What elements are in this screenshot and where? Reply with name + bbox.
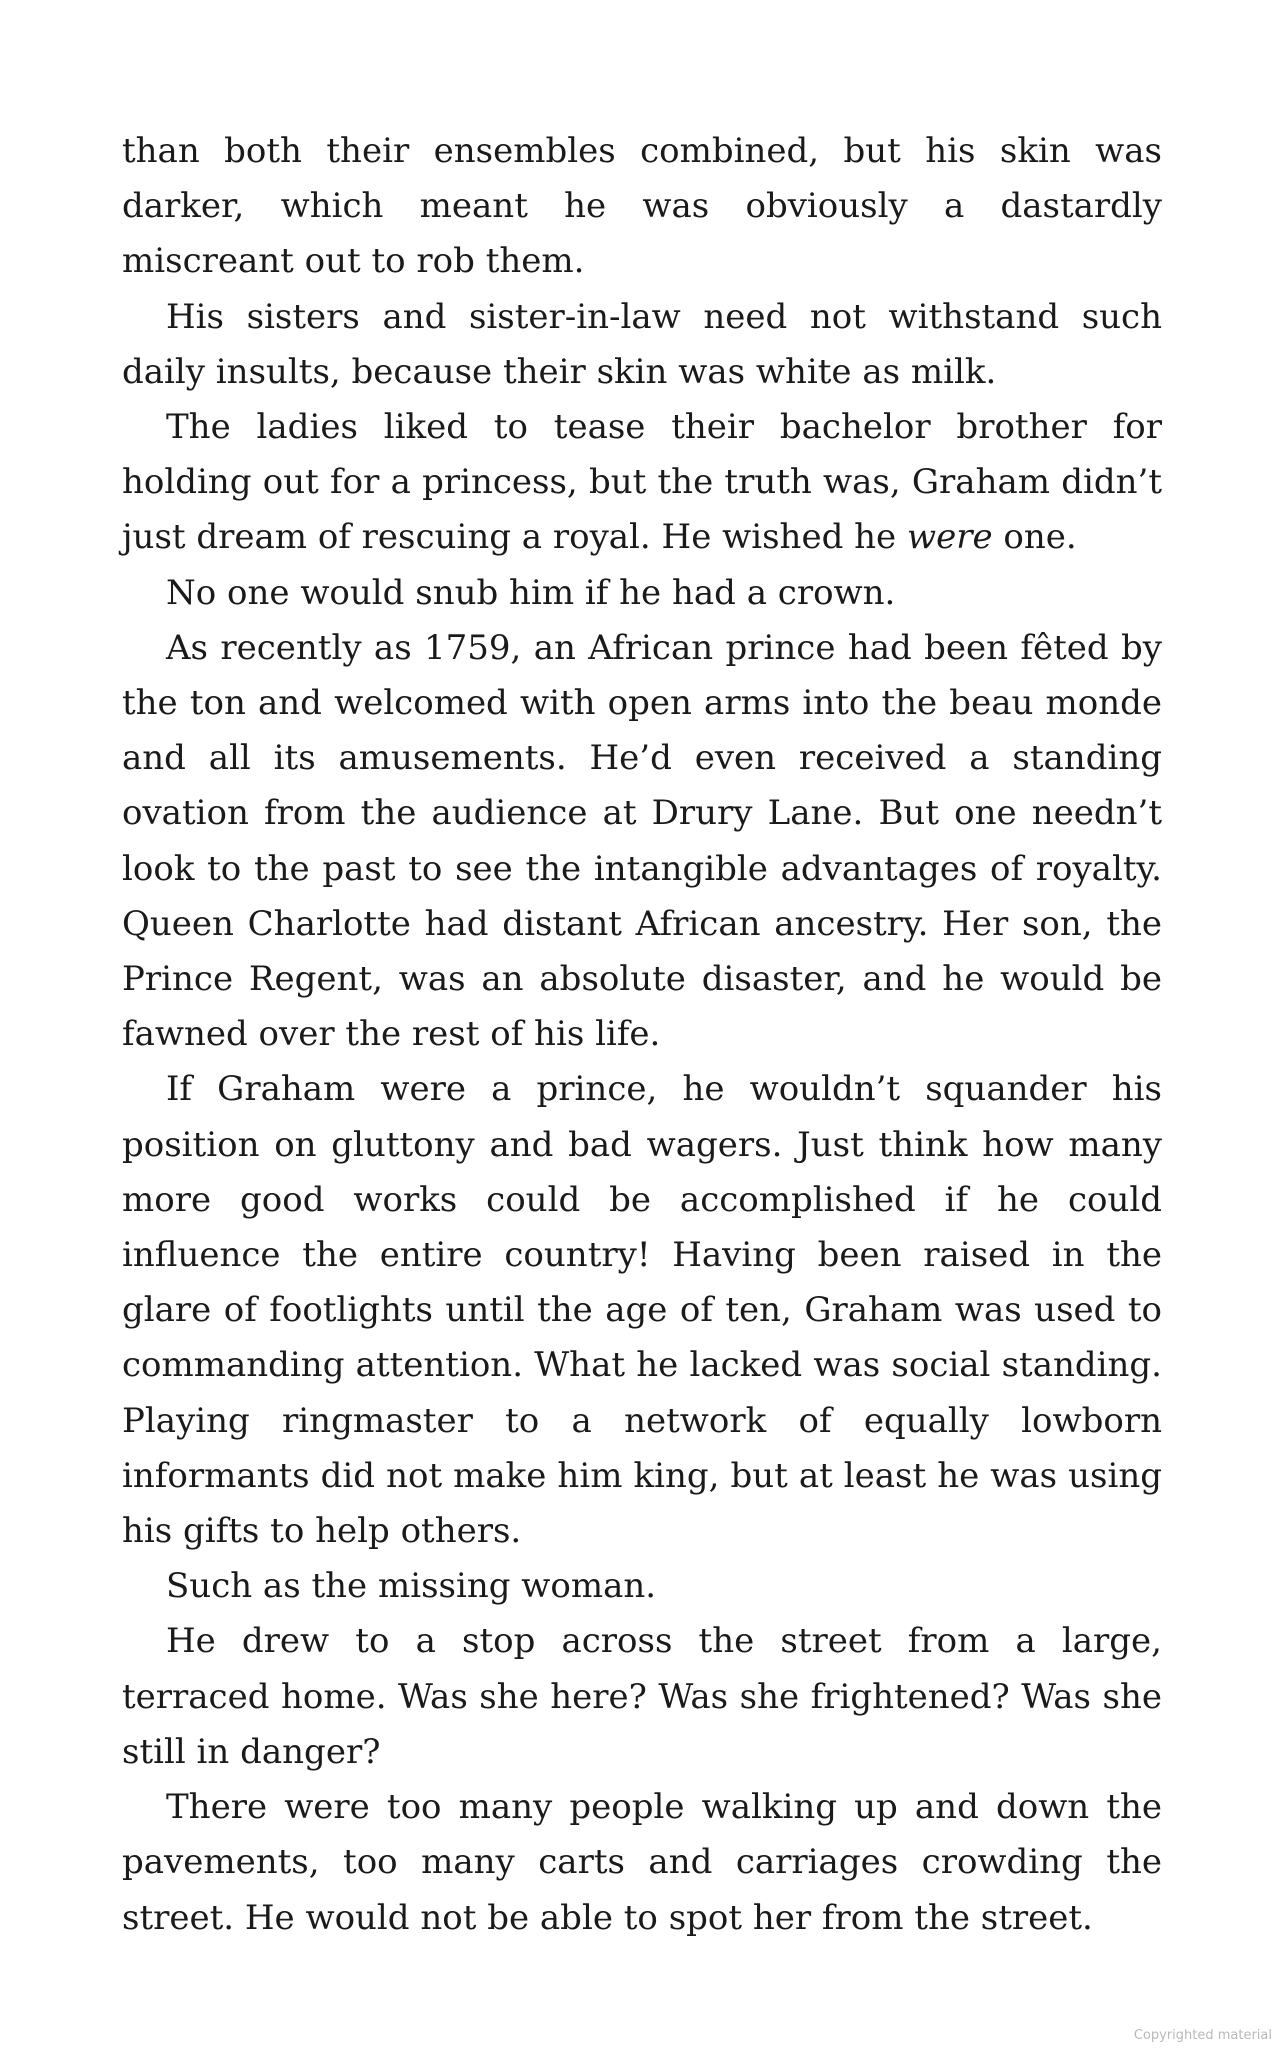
paragraph-7: Such as the missing woman. — [166, 1566, 657, 1607]
paragraph-3 — [122, 400, 1162, 566]
paragraph-5: As recently as 1759, an African prince had been fêted by the ton and welcomed with open arms into the beau monde and all its amusements. He’d even received a standing ovation from the audience at Drury Lane. But one needn’t look to the past to see the intangible advantages of royalty. Queen Charlotte had distant African ancestry. Her son, the Prince Regent, was an absolute disaster, and he would be fawned over the rest of his life. — [122, 627, 1162, 1055]
paragraph-1: than both their ensembles combined, but his skin was darker, which meant he was obviously a dastardly miscreant out to rob them. — [122, 131, 1162, 282]
paragraph-4: No one would snub him if he had a crown. — [166, 572, 896, 613]
copyright-watermark: Copyrighted material — [1133, 2028, 1272, 2043]
paragraph-6: If Graham were a prince, he wouldn’t squander his position on gluttony and bad wagers. Just think how many more good works could be accomplished if he could influence the entire country! Having been raised in the glare of footlights until the age of ten, Graham was used to commanding attention. What he lacked was social standing. Playing ringmaster to a network of equally lowborn informants did not make him king, but at least he was using his gifts to help others. — [122, 1069, 1162, 1552]
paragraph-8: He drew to a stop across the street from a large, terraced home. Was she here? Was she frightened? Was she still in danger? — [122, 1621, 1162, 1772]
paragraph-9: There were too many people walking up and down the pavements, too many carts and carriages crowding the street. He would not be able to spot her from the street. — [122, 1787, 1162, 1938]
paragraph-2: His sisters and sister-in-law need not withstand such daily insults, because their skin was white as milk. — [122, 296, 1162, 392]
paragraph-3-text-before: The ladies liked to tease their bachelor brother for holding out for a princess, but the truth was, Graham didn’t just dream of rescuing a royal. He wished he — [122, 407, 1162, 558]
book-page-body — [122, 124, 1162, 1946]
paragraph-3-text-after: one. — [992, 517, 1077, 558]
paragraph-3-emphasis: were — [906, 517, 993, 558]
